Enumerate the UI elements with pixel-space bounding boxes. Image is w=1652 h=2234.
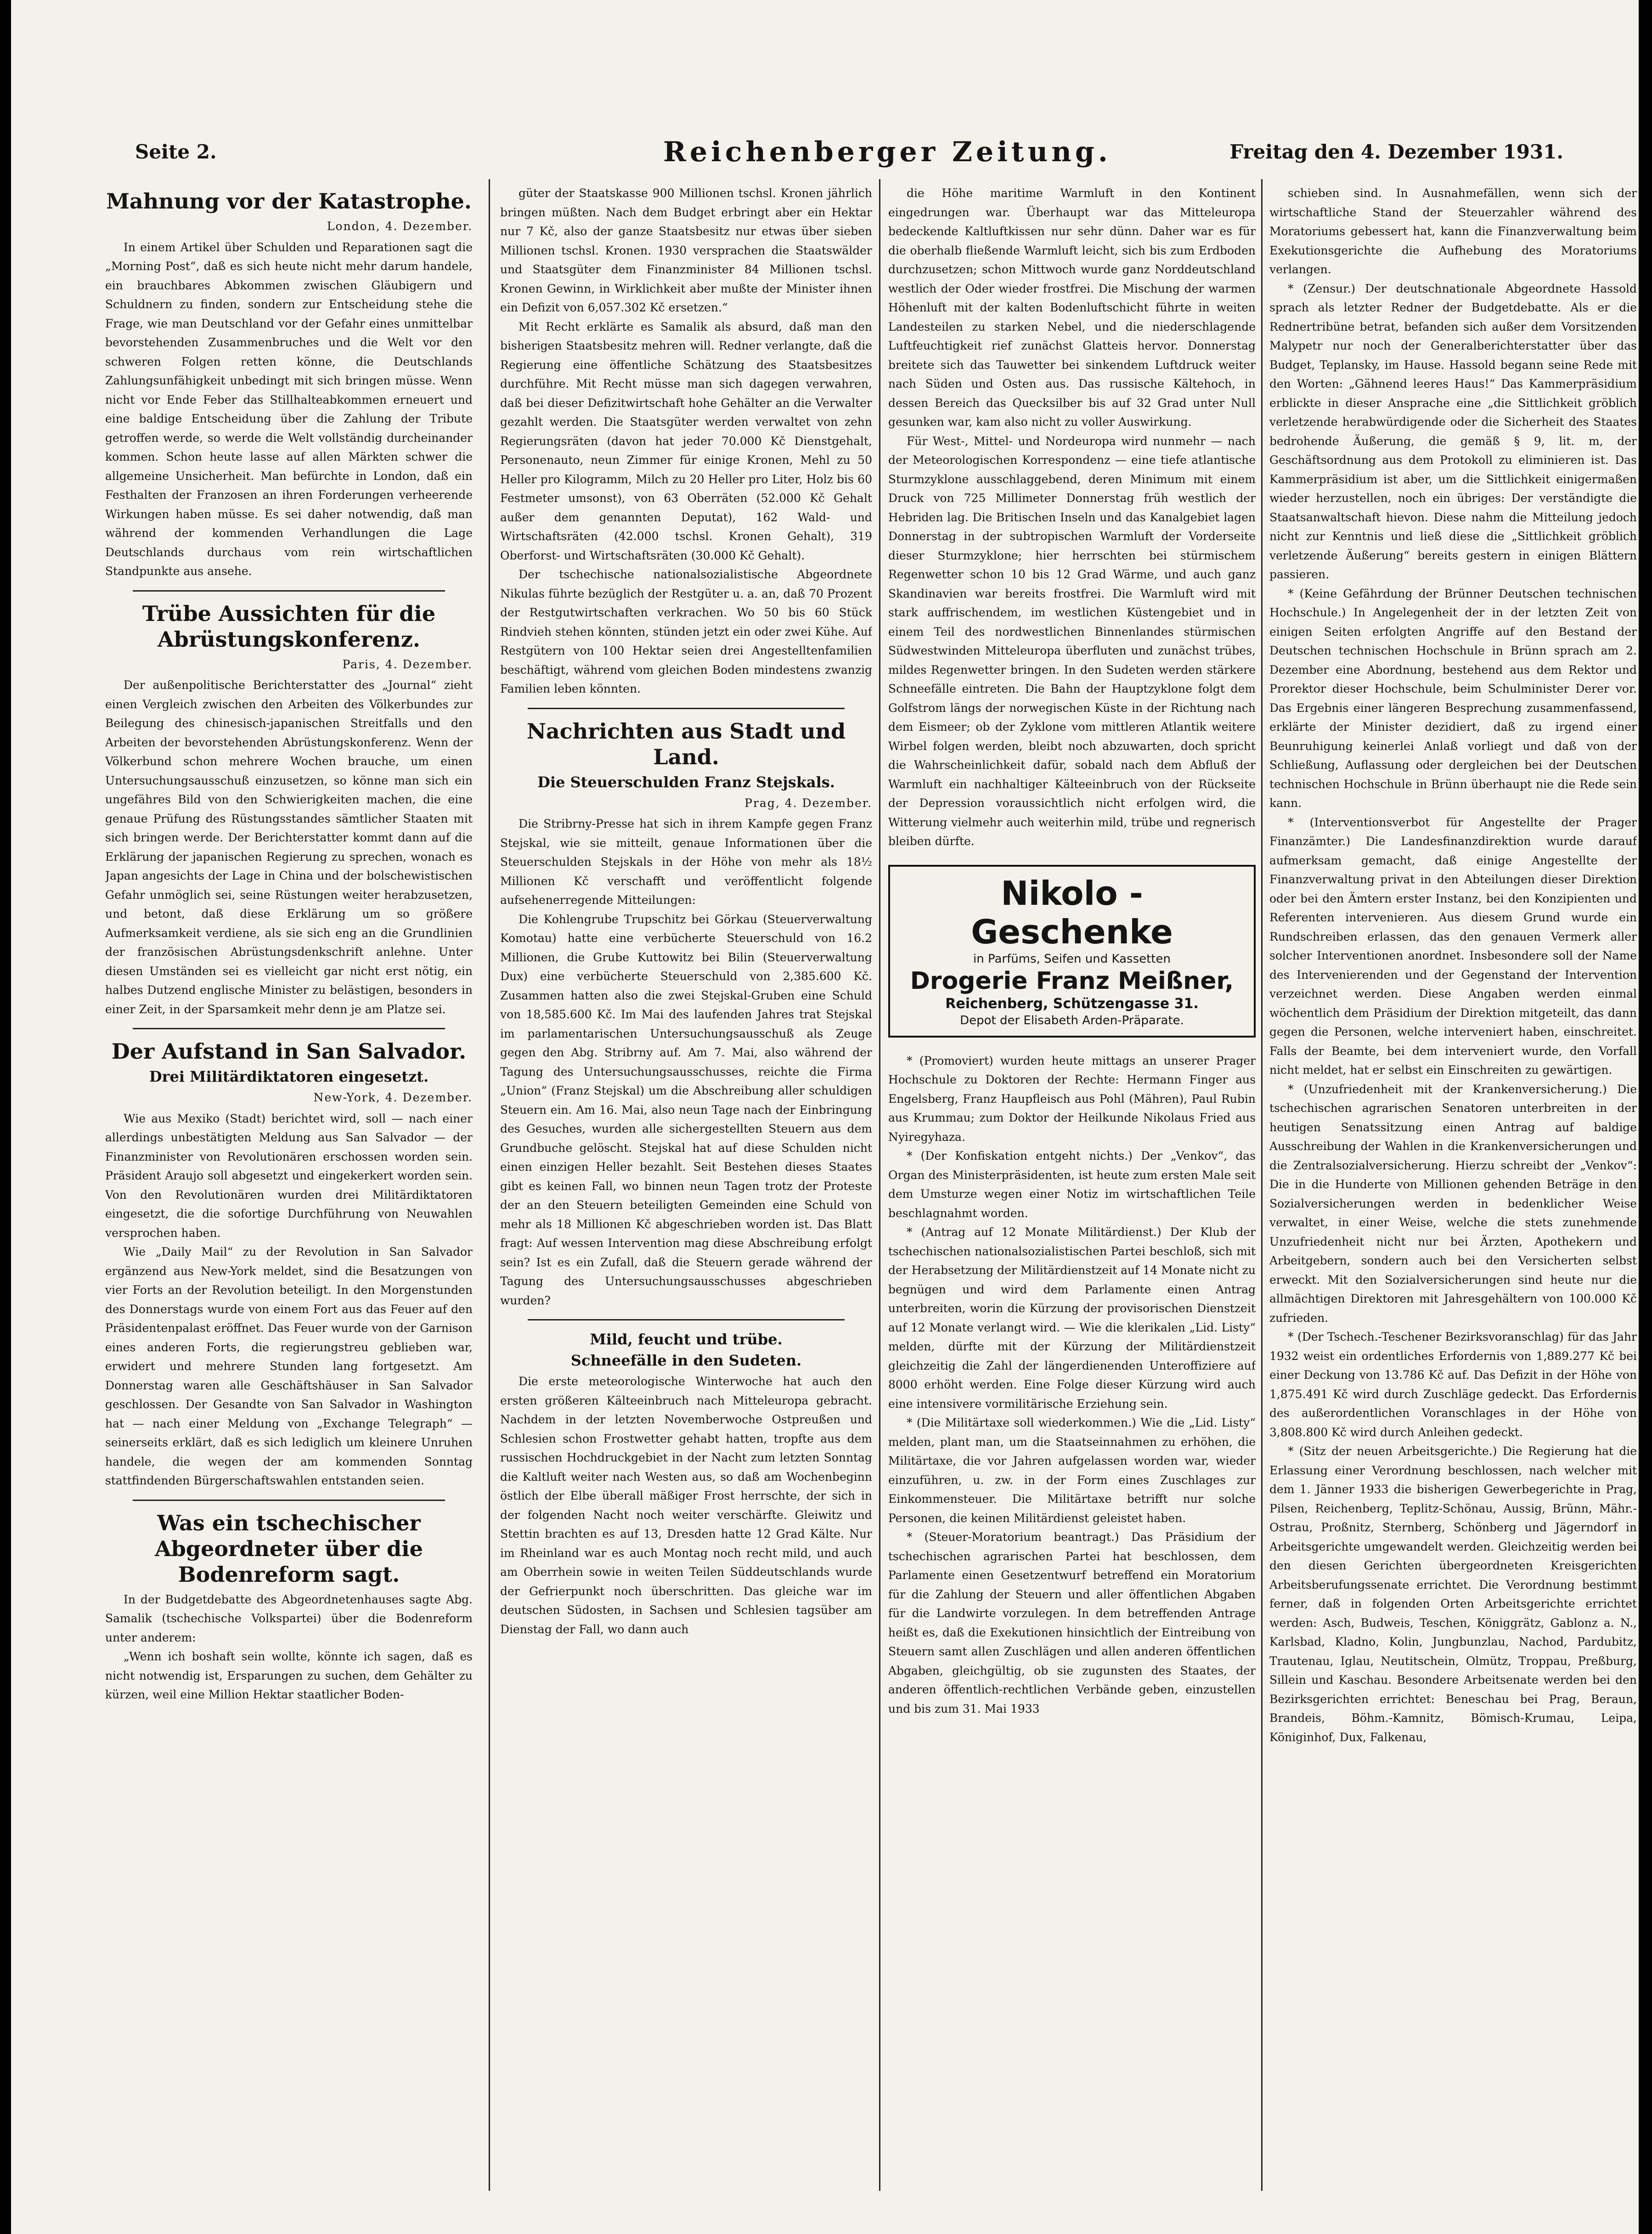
article-headline: Der Aufstand in San Salvador. — [111, 1039, 467, 1064]
page-header — [135, 136, 1563, 168]
column-2 — [500, 184, 872, 2186]
ad-headline: Nikolo - Geschenke — [971, 874, 1173, 951]
news-item: * (Zensur.) Der deutschnationale Abgeordnete Hassold sprach als letzter Redner der Budgetdebatte. Als er die Rednertribüne betrat, befanden sich außer dem Vorsitzenden Malypetr nur noch der Generalberichterstatter über das Budget, Teplansky, im Hause. Hassold begann seine Rede mit den Worten: „Gähnend leeres Haus!“ Das Kammerpräsidium erblickte in dieser Ansprache eine „die Sittlichkeit gröblich verletzende herabwürdigende oder die Sicherheit des Staates bedrohende Äußerung, die gemäß § 9, lit. m, der Geschäftsordnung aus dem Protokoll zu eliminieren ist. Das Kammerpräsidium ist aber, um die Sittlichkeit einigermaßen wieder herzustellen, noch ein übriges: Der verständigte die Staatsanwaltschaft hievon. Diese nahm die Mitteilung jedoch nicht zur Kenntnis und ließ diese die „Sittlichkeit gröblich verletzende Äußerung“ bereits gestern in einigen Blättern passieren. — [1269, 282, 1637, 581]
article-subheadline: Schneefälle in den Sudeten. — [570, 1352, 802, 1369]
column-divider — [489, 179, 490, 2191]
article-paragraph: die Höhe maritime Warmluft in den Kontinent eingedrungen war. Überhaupt war das Mitteleuropa bedeckende Kaltluftkissen nur sehr dünn. Daher war es für die oberhalb fließende Warmluft leicht, sich bis zum Erdboden durchzusetzen; schon Mittwoch wurde ganz Norddeutschland westlich der Oder wieder frostfrei. Die Mischung der warmen Höhenluft mit der kalten Bodenluftschicht führte in weiten Landesteilen zu starken Nebel, und die niederschlagende Luftfeuchtigkeit rief zunächst Glatteis hervor. Donnerstag breitete sich das Tauwetter bei sinkendem Luftdruck weiter nach Süden und Osten aus. Das russische Kältehoch, in dessen Bereich das Quecksilber bis auf 32 Grad unter Null gesunken war, kam also nicht zu voller Auswirkung. — [888, 186, 1256, 429]
article-paragraph: In der Budgetdebatte des Abgeordnetenhauses sagte Abg. Samalik (tschechische Volkspartei) über die Bodenreform unter anderem: — [105, 1592, 473, 1644]
column-1 — [105, 184, 473, 2186]
article-subheadline: Die Steuerschulden Franz Stejskals. — [537, 773, 835, 791]
article-separator — [133, 1028, 445, 1029]
news-item: * (Die Militärtaxe soll wiederkommen.) Wie die „Lid. Listy“ melden, plant man, um die Staatseinnahmen zu erhöhen, die Militärtaxe, die vor Jahren aufgelassen worden war, wieder einzuführen, u. zw. in der Form eines Zuschlages zur Einkommensteuer. Die Militärtaxe betrifft nur solche Personen, die keinen Militärdienst geleistet haben. — [888, 1416, 1256, 1525]
article-headline: Was ein tschechischer Abgeordneter über die Bodenreform sagt. — [155, 1510, 423, 1587]
news-item: * (Der Konfiskation entgeht nichts.) Der „Venkov“, das Organ des Ministerpräsidenten, ist heute zum ersten Male seit dem Umsturze wegen einer Notiz im wirtschaftlichen Teile beschlagnahmt worden. — [888, 1149, 1256, 1220]
news-item: * (Sitz der neuen Arbeitsgerichte.) Die Regierung hat die Erlassung einer Verordnung beschlossen, nach welcher mit dem 1. Jänner 1933 die bisherigen Gewerbegerichte in Prag, Pilsen, Reichenberg, Teplitz-Schönau, Aussig, Brünn, Mähr.-Ostrau, Proßnitz, Sternberg, Schönberg und Jägerndorf in Arbeitsgerichte umgewandelt werden. Gleichzeitig werden bei den diesen Gerichten übergeordneten Kreisgerichten Arbeitsberufungssenate errichtet. Die Verordnung bestimmt ferner, daß in folgenden Orten Arbeitsgerichte errichtet werden: Asch, Budweis, Teschen, Königgrätz, Gablonz a. N., Karlsbad, Kladno, Kolin, Jungbunzlau, Nachod, Pardubitz, Trautenau, Iglau, Neutitschein, Olmütz, Troppau, Preßburg, Sillein und Kaschau. Besondere Arbeitsenate werden bei den Bezirksgerichten errichtet: Beneschau bei Prag, Beraun, Brandeis, Böhm.-Kamnitz, Bömisch-Krumau, Leipa, Königinhof, Dux, Falkenau, — [1269, 1444, 1637, 1744]
article-dateline: Prag, 4. Dezember. — [744, 796, 872, 810]
column-4 — [1269, 184, 1637, 2186]
page-number: Seite 2. — [135, 141, 217, 163]
masthead: Reichenberger Zeitung. — [663, 136, 1111, 168]
article-dateline: New-York, 4. Dezember. — [313, 1091, 473, 1104]
news-item: * (Der Tschech.-Teschener Bezirksvoranschlag) für das Jahr 1932 weist ein ordentliches Erfordernis von 1,889.277 Kč bei einer Deckung von 13.786 Kč auf. Das Defizit in der Höhe von 1,875.491 Kč wird durch Zuschläge gedeckt. Das Erfordernis des außerordentlichen Voranschlages in der Höhe von 3,808.800 Kč wird durch Anleihen gedeckt. — [1269, 1330, 1637, 1439]
article-paragraph: Für West-, Mittel- und Nordeuropa wird nunmehr — nach der Meteorologischen Korrespondenz — eine tiefe atlantische Sturmzyklone ausschlaggebend, deren Minimum mit einem Druck von 725 Millimeter Donnerstag früh westlich der Hebriden lag. Die Britischen Inseln und das Kanalgebiet lagen Donnerstag in der subtropischen Warmluft der Vorderseite dieser Sturmzyklone; hier herrschten bei stürmischem Regenwetter schon 10 bis 12 Grad Wärme, und auch ganz Skandinavien war bereits frostfrei. Die Warmluft wird mit stark auffrischendem, im westlichen Küstengebiet und in einem Teil des nordwestlichen Binnenlandes stürmischen Südwestwinden Mitteleuropa überfluten und zunächst trübes, mildes Regenwetter bringen. In den Sudeten werden stärkere Schneefälle eintreten. Die Bahn der Hauptzyklone folgt dem Golfstrom längs der norwegischen Küste in der Richtung nach dem Eismeer; ob der Zyklone vom mittleren Atlantik weitere Wirbel folgen werden, bleibt noch abzuwarten, doch spricht die Wahrscheinlichkeit dafür, sobald nach dem Abfluß der Warmluft ein nachhaltiger Kälteeinbruch von der Rückseite der Depression voraussichtlich nicht erfolgen wird, die Witterung vielmehr auch weiterhin mild, trübe und regnerisch bleiben dürfte. — [888, 434, 1256, 848]
advertisement-box — [888, 865, 1256, 1038]
column-divider — [1261, 179, 1263, 2191]
article-paragraph: schieben sind. In Ausnahmefällen, wenn sich der wirtschaftliche Stand der Steuerzahler während des Moratoriums gebessert hat, kann die Finanzverwaltung beim Exekutionsgerichte die Aufhebung des Moratoriums verlangen. — [1269, 186, 1637, 276]
article-paragraph: Wie aus Mexiko (Stadt) berichtet wird, soll — nach einer allerdings unbestätigten Meldung aus San Salvador — der Finanzminister von Revolutionären erschossen worden sein. Präsident Araujo soll abgesetzt und eingekerkert worden sein. Von den Revolutionären wurden drei Militärdiktatoren eingesetzt, die die sofortige Durchführung von Neuwahlen versprochen haben. — [105, 1111, 473, 1240]
article-separator — [528, 708, 845, 709]
article-paragraph: Die Stribrny-Presse hat sich in ihrem Kampfe gegen Franz Stejskal, wie sie mitteilt, genaue Informationen über die Steuerschulden Stejskals in der Höhe von mehr als 18½ Millionen Kč verschafft und veröffentlicht folgende aufsehenerregende Mitteilungen: — [500, 817, 872, 907]
issue-date: Freitag den 4. Dezember 1931. — [1229, 141, 1563, 163]
article-paragraph: Der außenpolitische Berichterstatter des „Journal“ zieht einen Vergleich zwischen den Arbeiten des Völkerbundes zur Beilegung des chinesisch-japanischen Streitfalls und den Arbeiten der bevorstehenden Abrüstungskonferenz. Wenn der Völkerbund schon mehrere Wochen brauche, um einen Untersuchungsausschuß einzusetzen, so könne man sich ein ungefähres Bild von den Schwierigkeiten machen, die eine genaue Prüfung des Rüstungsstandes sämtlicher Staaten mit sich bringen werde. Der Berichterstatter kommt dann auf die Erklärung der japanischen Regierung zu sprechen, wonach es Japan angesichts der Lage in China und der bolschewistischen Gefahr unmöglich sei, seine Rüstungen weiter herabzusetzen, und betont, daß diese Erklärung um so größere Aufmerksamkeit verdiene, als sie sich eng an die Grundlinien der französischen Abrüstungsdenkschrift anlehne. Unter diesen Umständen sei es vielleicht gar nicht erst nötig, ein halbes Dutzend englische Minister zu belästigen, besonders in einer Zeit, in der Sparsamkeit mehr denn je am Platze sei. — [105, 678, 473, 1016]
news-item: * (Promoviert) wurden heute mittags an unserer Prager Hochschule zu Doktoren der Rechte: Hermann Finger aus Engelsberg, Franz Haupfleisch aus Pohl (Mähren), Paul Rubin aus Krummau; zum Doktor der Heilkunde Nikolaus Fried aus Nyiregyhaza. — [888, 1054, 1256, 1144]
column-3 — [888, 184, 1256, 2186]
article-headline: Mahnung vor der Katastrophe. — [106, 189, 472, 214]
column-divider — [879, 179, 880, 2191]
news-item: * (Antrag auf 12 Monate Militärdienst.) Der Klub der tschechischen nationalsozialistischen Partei beschloß, sich mit der Herabsetzung der Militärdienstzeit auf 14 Monate nicht zu begnügen und wird dem Parlamente einen Antrag unterbreiten, worin die Kürzung der provisorischen Dienstzeit auf 12 Monate verlangt wird. — Wie die klerikalen „Lid. Listy“ melden, dürfte mit der Kürzung der Militärdienstzeit gleichzeitig die Zahl der längerdienenden Unteroffiziere auf 8000 erhöht werden. Eine Folge dieser Kürzung wird auch eine intensivere vormilitärische Erziehung sein. — [888, 1225, 1256, 1410]
article-paragraph: „Wenn ich boshaft sein wollte, könnte ich sagen, daß es nicht notwendig ist, Ersparungen zu suchen, dem Gehälter zu kürzen, weil eine Million Hektar staatlicher Boden- — [105, 1650, 473, 1701]
article-dateline: London, 4. Dezember. — [327, 220, 473, 233]
article-paragraph: In einem Artikel über Schulden und Reparationen sagt die „Morning Post“, daß es sich heute nicht mehr darum handele, ein brauchbares Abkommen zwischen Gläubigern und Schuldnern zu finden, sondern zur Entscheidung stehe die Frage, wie man Deutschland vor der Gefahr eines unmittelbar bevorstehenden Zusammenbruches und die Welt vor den schweren Folgen retten könne, die Deutschlands Zahlungsunfähigkeit unbedingt mit sich bringen müsse. Wenn nicht vor Ende Feber das Stillhalteabkommen erneuert und eine baldige Entscheidung über die Zahlung der Tribute getroffen werde, so werde die Welt vollständig durcheinander kommen. Schon heute lasse auf allen Märkten schwer die allgemeine Unsicherheit. Man befürchte in London, daß ein Festhalten der Franzosen an ihren Forderungen verheerende Wirkungen haben müsse. Es sei daher notwendig, daß man während der kommenden Verhandlungen die Lage Deutschlands durchaus vom rein wirtschaftlichen Standpunkte aus ansehe. — [105, 240, 473, 578]
news-item: * (Steuer-Moratorium beantragt.) Das Präsidium der tschechischen agrarischen Partei hat beschlossen, dem Parlamente einen Gesetzentwurf betreffend ein Moratorium für die Zahlung der Steuern und aller öffentlichen Abgaben für die Landwirte vorzulegen. In dem betreffenden Antrage heißt es, daß die Exekutionen hinsichtlich der Eintreibung von Steuern samt allen Zuschlägen und allen anderen öffentlichen Abgaben, gleichgültig, ob sie zugunsten des Staates, der anderen öffentlich-rechtlichen Verbände geben, einzustellen und bis zum 31. Mai 1933 — [888, 1530, 1256, 1715]
article-paragraph: Die Kohlengrube Trupschitz bei Görkau (Steuerverwaltung Komotau) hatte eine verbücherte Steuerschuld von 16.2 Millionen, die Grube Kuttowitz bei Bilin (Steuerverwaltung Dux) eine verbücherte Steuerschuld von 2,385.600 Kč. Zusammen hatten also die zwei Stejskal-Gruben eine Schuld von 18,585.600 Kč. Im Mai des laufenden Jahres trat Stejskal im parlamentarischen Untersuchungsausschuß als Zeuge gegen den Abg. Stribrny auf. Am 7. Mai, also während der Tagung des Untersuchungsausschusses, reichte die Firma „Union“ (Franz Stejskal) um die Abschreibung aller schuldigen Steuern ein. Am 16. Mai, also neun Tage nach der Einbringung des Gesuches, wurden alle sichergestellten Steuern aus dem Grundbuche gelöscht. Stejskal hat auf diese Schulden nicht einen einzigen Heller bezahlt. Seit Bestehen dieses Staates gibt es keinen Fall, wo binnen neun Tagen trotz der Proteste der an den Steuern beteiligten Gemeinden eine Schuld von mehr als 18 Millionen Kč abgeschrieben worden ist. Das Blatt fragt: Auf wessen Intervention mag diese Abschreibung erfolgt sein? Ist es ein Zufall, daß die Steuern gerade während der Tagung des Untersuchungsausschusses abgeschrieben wurden? — [500, 912, 872, 1307]
article-separator — [133, 590, 445, 592]
ad-subline: in Parfüms, Seifen und Kassetten — [973, 952, 1171, 966]
ad-depot-note: Depot der Elisabeth Arden-Präparate. — [960, 1013, 1184, 1027]
article-dateline: Paris, 4. Dezember. — [342, 657, 473, 671]
article-separator — [133, 1500, 445, 1501]
article-paragraph: güter der Staatskasse 900 Millionen tschsl. Kronen jährlich bringen müßten. Nach dem Budget erbringt aber ein Hektar nur 7 Kč, also der ganze Staatsbesitz nur etwas über sieben Millionen tschsl. Kronen. 1930 versprachen die Staatswälder und Staatsgüter dem Finanzminister 84 Millionen tschsl. Kronen Gewinn, in Wirklichkeit aber mußte der Minister ihnen ein Defizit von 6,057.302 Kč ersetzen.“ — [500, 186, 872, 314]
news-item: * (Interventionsverbot für Angestellte der Prager Finanzämter.) Die Landesfinanzdirektion wurde darauf aufmerksam gemacht, daß einige Angestellte der Finanzverwaltung privat in den Abteilungen dieser Direktion oder bei den Ämtern erster Instanz, bei den Konzipienten und Referenten intervenieren. Aus diesem Grund wurde ein Rundschreiben erlassen, das den genauen Vermerk aller solcher Interventionen anordnet. Insbesondere soll der Name des Intervenierenden und der Gegenstand der Intervention verzeichnet werden. Diese Angaben werden einmal wöchentlich dem Präsidium der Direktion mitgeteilt, das dann gegen die Personen, welche interveniert haben, einschreitet. Falls der Beamte, bei dem interveniert wurde, den Vorfall nicht meldet, hat er selbst ein Einschreiten zu gewärtigen. — [1269, 815, 1637, 1077]
article-paragraph: Die erste meteorologische Winterwoche hat auch den ersten größeren Kälteeinbruch nach Mitteleuropa gebracht. Nachdem in der letzten Novemberwoche Ostpreußen und Schlesien schon Frostwetter gehabt hatten, tropfte aus dem russischen Hochdruckgebiet in der Nacht zum letzten Sonntag die Kaltluft weiter nach Westen aus, so daß am Wochenbeginn östlich der Elbe überall mäßiger Frost herrschte, der sich in der folgenden Nacht noch weiter verschärfte. Gleiwitz und Stettin brachten es auf 13, Dresden hatte 12 Grad Kälte. Nur im Rheinland war es auch Montag noch recht mild, und auch am Oberrhein sowie in weiten Teilen Süddeutschlands wurde der Gefrierpunkt noch überschritten. Das gleiche war im deutschen Südosten, in Sachsen und Schlesien tagsüber am Dienstag der Fall, wo dann auch — [500, 1375, 872, 1636]
newspaper-page — [11, 0, 1639, 2234]
article-subheadline: Drei Militärdiktatoren eingesetzt. — [149, 1068, 429, 1085]
ad-address: Reichenberg, Schützengasse 31. — [945, 995, 1199, 1012]
news-item: * (Keine Gefährdung der Brünner Deutschen technischen Hochschule.) In Angelegenheit der in der letzten Zeit von einigen Seiten erfolgten Angriffe auf den Bestand der Deutschen technischen Hochschule in Brünn sprach am 2. Dezember eine Abordnung, bestehend aus dem Rektor und Prorektor dieser Hochschule, beim Schulminister Derer vor. Das Ergebnis einer längeren Besprechung zusammenfassend, erklärte der Minister dezidiert, daß zu irgend einer Beunruhigung keinerlei Anlaß vorliegt und daß von der Schließung, Auflassung oder dergleichen bei der Deutschen technischen Hochschule in Brünn überhaupt nie die Rede sein kann. — [1269, 587, 1637, 810]
section-headline: Nachrichten aus Stadt und Land. — [526, 718, 846, 769]
article-paragraph: Mit Recht erklärte es Samalik als absurd, daß man den bisherigen Staatsbesitz mehren will. Redner verlangte, daß die Regierung eine öffentliche Schätzung des Staatsbesitzes durchführe. Mit Recht müsse man sich dagegen verwahren, daß bei dieser Defizitwirtschaft hohe Gehälter an die Verwalter gezahlt werden. Die Staatsgüter werden verwaltet von zehn Regierungsräten (davon hat jeder 70.000 Kč Dienstgehalt, Personenauto, neun Zimmer für einige Kronen, Mehl zu 50 Heller pro Kilogramm, Milch zu 20 Heller pro Liter, Holz bis 60 Festmeter umsonst), von 63 Oberräten (52.000 Kč Gehalt außer dem genannten Deputat), 162 Wald- und Wirtschaftsräten (42.000 tschsl. Kronen Gehalt), 319 Oberforst- und Wirtschaftsräten (30.000 Kč Gehalt). — [500, 320, 872, 562]
article-separator — [528, 1319, 845, 1320]
article-headline: Trübe Aussichten für die Abrüstungskonferenz. — [142, 601, 436, 652]
article-paragraph: Wie „Daily Mail“ zu der Revolution in San Salvador ergänzend aus New-York meldet, sind die Besatzungen von vier Forts an der Revolution beteiligt. In den Morgenstunden des Donnerstags wurde von einem Fort aus das Feuer auf den Präsidentenpalast eröffnet. Das Feuer wurde von der Garnison eines anderen Forts, die regierungstreu geblieben war, erwidert und mehrere Stunden lang fortgesetzt. Am Donnerstag waren alle Geschäftshäuser in San Salvador geschlossen. Der Gesandte von San Salvador in Washington hat — nach einer Meldung von „Exchange Telegraph“ — seinerseits erklärt, daß es sich lediglich um kleinere Unruhen handele, die wegen der am kommenden Sonntag stattfindenden Bürgerschaftswahlen entstanden seien. — [105, 1245, 473, 1487]
news-item: * (Unzufriedenheit mit der Krankenversicherung.) Die tschechischen agrarischen Senatoren unterbreiten in der heutigen Senatssitzung einen Antrag auf baldige Ausschreibung der Wahlen in die Krankenversicherungen und die Zentralsozialversicherung. Hierzu schreibt der „Venkov“: Die in die Hunderte von Millionen gehenden Beträge in den Sozialversicherungen werden in bedenklicher Weise verwaltet, in einer Weise, welche die stets zunehmende Unzufriedenheit nicht nur bei Ärzten, Apothekern und Arbeitgebern, sondern auch bei den Versicherten selbst erweckt. Mit den Sozialversicherungen sind heute nur die allmächtigen Direktoren mit Jahresgehältern von 100.000 Kč zufrieden. — [1269, 1082, 1637, 1325]
article-headline: Mild, feucht und trübe. — [590, 1331, 783, 1348]
ad-shop-name: Drogerie Franz Meißner, — [910, 967, 1234, 995]
article-paragraph: Der tschechische nationalsozialistische Abgeordnete Nikulas führte bezüglich der Restgüter u. a. an, daß 70 Prozent der Restgutwirtschaften verkrachen. Wo 50 bis 60 Stück Rindvieh stehen könnten, stünden jetzt ein oder zwei Kühe. Auf Restgütern von 100 Hektar seien drei Angestelltenfamilien beschäftigt, während vom gleichen Boden mindestens zwanzig Familien leben könnten. — [500, 568, 872, 695]
